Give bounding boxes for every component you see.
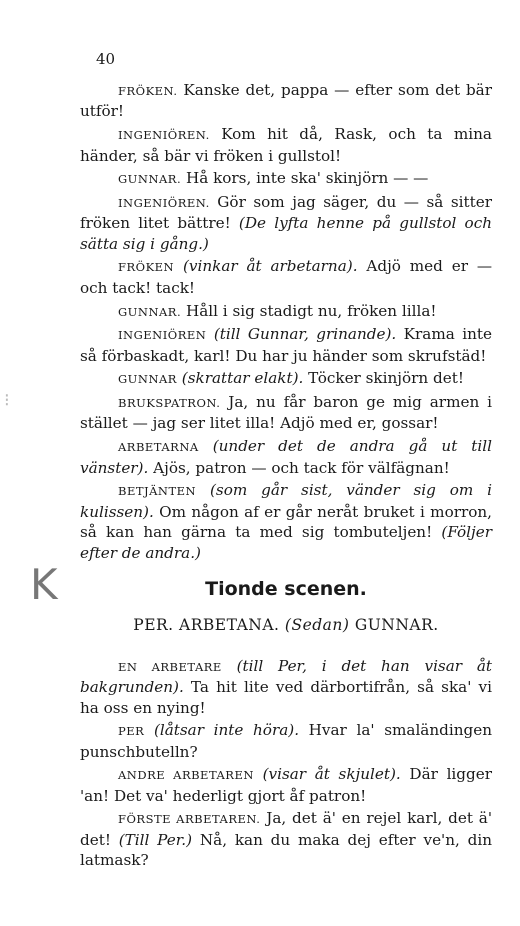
dialogue-text: PER. ARBETANA. <box>133 616 285 635</box>
stage-direction: (skrattar elakt). <box>181 369 304 388</box>
dialogue-line <box>80 192 492 254</box>
dialogue-text: Ta hit lite ved därbortifrån, så ska' vi ha oss en nying! <box>80 678 492 717</box>
dialogue-text: Ajös, patron — och tack för välfägnan! <box>148 458 450 477</box>
dialogue-text: Hvar la' smaländingen punschbutelln? <box>80 721 492 761</box>
stage-direction: (till Gunnar, grinande). <box>213 325 397 344</box>
speaker-name: ARBETARNA <box>118 440 199 455</box>
dialogue-text <box>174 257 183 275</box>
dialogue-line <box>80 368 492 389</box>
dialogue-line <box>80 256 492 298</box>
stage-direction: (Till Per.) <box>118 830 193 849</box>
dialogue-text <box>199 437 213 455</box>
dialogue-line <box>80 764 492 806</box>
dialogue-text <box>206 325 213 343</box>
dialogue-text: Ja, nu får baron ge mig armen i stället — jag ser litet illa! Adjö med er, gossar! <box>80 393 492 433</box>
dialogue-text: Kanske det, pappa — efter som det bär utför! <box>80 81 492 121</box>
dialogue-text: Töcker skinjörn det! <box>303 369 464 388</box>
body-text <box>80 80 492 873</box>
dialogue-line <box>80 720 492 762</box>
cast-list <box>80 615 492 635</box>
dialogue-text: Krama inte så förbaskadt, karl! Du har ju händer som skrufstäd! <box>80 325 492 365</box>
dialogue-line <box>80 301 492 322</box>
speaker-name: EN ARBETARE <box>118 659 222 674</box>
dialogue-text: Gör som jag säger, du — så sitter fröken litet bättre! <box>80 192 492 233</box>
stage-direction: (visar åt skjulet). <box>262 765 401 784</box>
margin-specks: ⁝ <box>4 390 10 411</box>
speaker-name: GUNNAR <box>118 372 177 387</box>
speaker-name: PER <box>118 724 145 739</box>
speaker-name: ANDRE ARBETAREN <box>118 768 254 783</box>
page-number: 40 <box>96 50 116 68</box>
dialogue-text <box>222 657 237 675</box>
speaker-name: FRÖKEN. <box>118 84 178 98</box>
speaker-name: FÖRSTE ARBETAREN. <box>118 812 261 827</box>
dialogue-text <box>196 481 210 499</box>
speaker-name: INGENIÖREN. <box>118 128 210 143</box>
dialogue-line <box>80 124 492 166</box>
stage-direction: (under det de andra gå ut till vänster). <box>80 437 492 477</box>
dialogue-line <box>80 392 492 434</box>
dialogue-text: Nå, kan du maka dej efter ve'n, din latmask? <box>80 830 493 870</box>
speaker-name: BRUKSPATRON. <box>118 396 221 411</box>
dialogue-block-1 <box>80 80 492 563</box>
stage-direction: (De lyfta henne på gullstol och sätta sig i gång.) <box>80 214 492 253</box>
dialogue-text: Där ligger 'an! Det va' hederligt gjort åf patron! <box>80 765 492 805</box>
dialogue-text: Om någon af er går neråt bruket i morron, så kan han gärna ta med sig tombuteljen! <box>80 502 492 542</box>
dialogue-text: Ja, det ä' en rejel karl, det ä' det! <box>80 809 493 849</box>
stage-direction: (Sedan) <box>284 616 350 635</box>
speaker-name: FRÖKEN <box>118 260 175 275</box>
stage-direction: (Följer efter de andra.) <box>80 523 492 562</box>
stage-direction: (vinkar åt arbetarna). <box>182 257 358 276</box>
margin-handwritten-mark: K <box>30 560 58 609</box>
dialogue-line <box>80 80 492 122</box>
stage-direction: (låtsar inte höra). <box>153 721 300 740</box>
scene-heading: Tionde scenen. <box>205 577 367 600</box>
speaker-name: GUNNAR. <box>118 172 182 187</box>
dialogue-text: Kom hit då, Rask, och ta mina händer, så bär vi fröken i gullstol! <box>80 125 492 165</box>
dialogue-line <box>80 436 492 478</box>
speaker-name: INGENIÖREN <box>118 328 207 343</box>
dialogue-text: Håll i sig stadigt nu, fröken lilla! <box>181 301 437 320</box>
dialogue-line <box>80 324 492 366</box>
speaker-name: GUNNAR. <box>118 304 182 319</box>
dialogue-text <box>144 721 154 739</box>
dialogue-line <box>80 168 492 189</box>
speaker-name: INGENIÖREN. <box>118 195 210 210</box>
dialogue-line <box>80 656 492 718</box>
dialogue-text: Adjö med er — och tack! tack! <box>80 257 493 297</box>
stage-direction: (till Per, i det han visar åt bakgrunden). <box>80 656 492 697</box>
dialogue-text: Hå kors, inte ska' skinjörn — — <box>181 169 429 188</box>
dialogue-line <box>80 808 492 870</box>
dialogue-block-2 <box>80 656 492 871</box>
speaker-name: BETJÄNTEN <box>118 484 197 499</box>
dialogue-line <box>80 480 492 563</box>
dialogue-text <box>254 765 263 783</box>
dialogue-text: GUNNAR. <box>349 616 439 635</box>
stage-direction: (som går sist, vänder sig om i kulissen). <box>80 481 493 521</box>
